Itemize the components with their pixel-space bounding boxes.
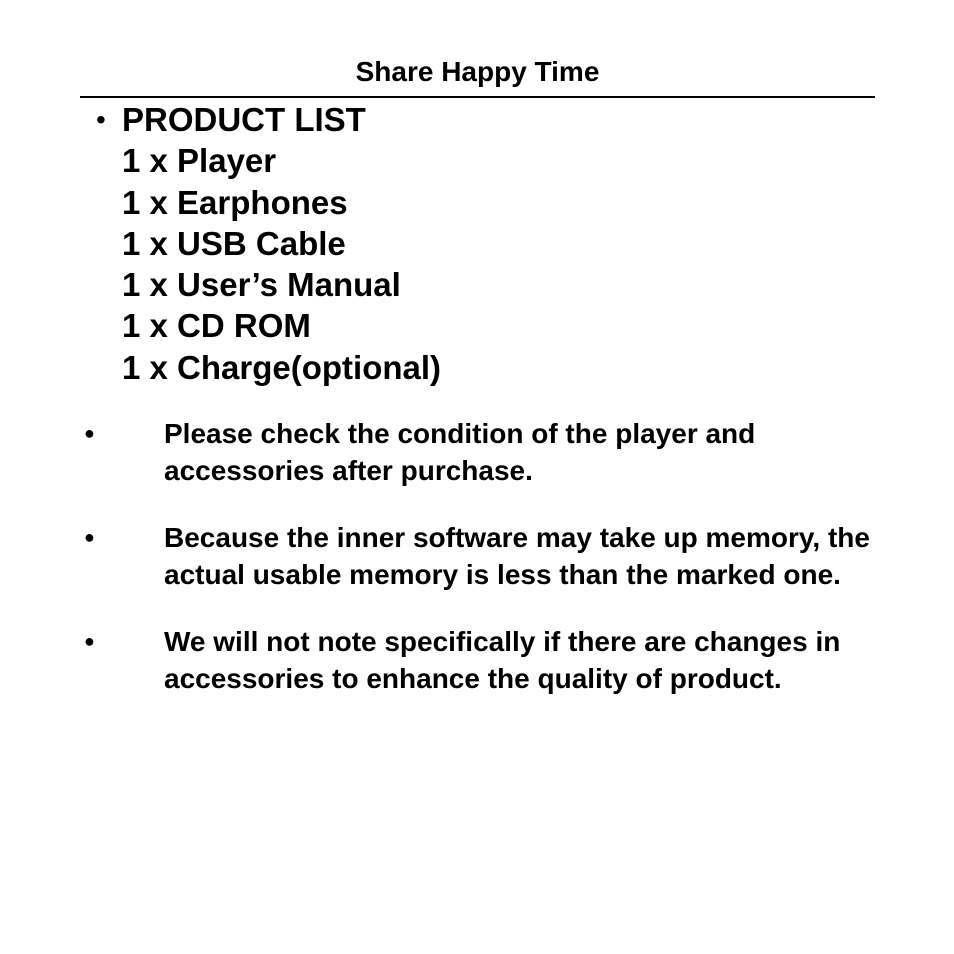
note-item <box>80 519 880 593</box>
list-item <box>96 223 441 264</box>
note-memory: Because the inner software may take up memory, the actual usable memory is less than the marked one. <box>164 522 870 590</box>
notes-list <box>80 415 880 727</box>
note-check-condition: Please check the condition of the player and accessories after purchase. <box>164 418 756 486</box>
list-item <box>96 182 441 223</box>
list-item <box>96 264 441 305</box>
bullet-icon: • <box>96 104 106 135</box>
note-item <box>80 415 880 489</box>
list-item <box>96 305 441 346</box>
note-item <box>80 623 880 697</box>
product-list <box>96 99 441 388</box>
product-list-heading-row <box>96 99 441 140</box>
page-header-title: Share Happy Time <box>355 56 600 87</box>
product-item-earphones: 1 x Earphones <box>122 183 348 221</box>
product-item-player: 1 x Player <box>122 142 277 180</box>
product-item-charger: 1 x Charge(optional) <box>122 348 442 386</box>
bullet-dot-icon: ● <box>84 423 95 443</box>
header-divider <box>80 96 875 98</box>
product-item-cd-rom: 1 x CD ROM <box>122 307 311 345</box>
list-item <box>96 140 441 181</box>
bullet-dot-icon: ● <box>84 527 95 547</box>
list-item <box>96 347 441 388</box>
bullet-dot-icon: ● <box>84 631 95 651</box>
note-accessory-changes: We will not note specifically if there are changes in accessories to enhance the quality of product. <box>164 626 841 694</box>
product-item-usb-cable: 1 x USB Cable <box>122 224 346 262</box>
product-list-heading: PRODUCT LIST <box>122 101 366 138</box>
product-item-users-manual: 1 x User’s Manual <box>122 266 401 304</box>
